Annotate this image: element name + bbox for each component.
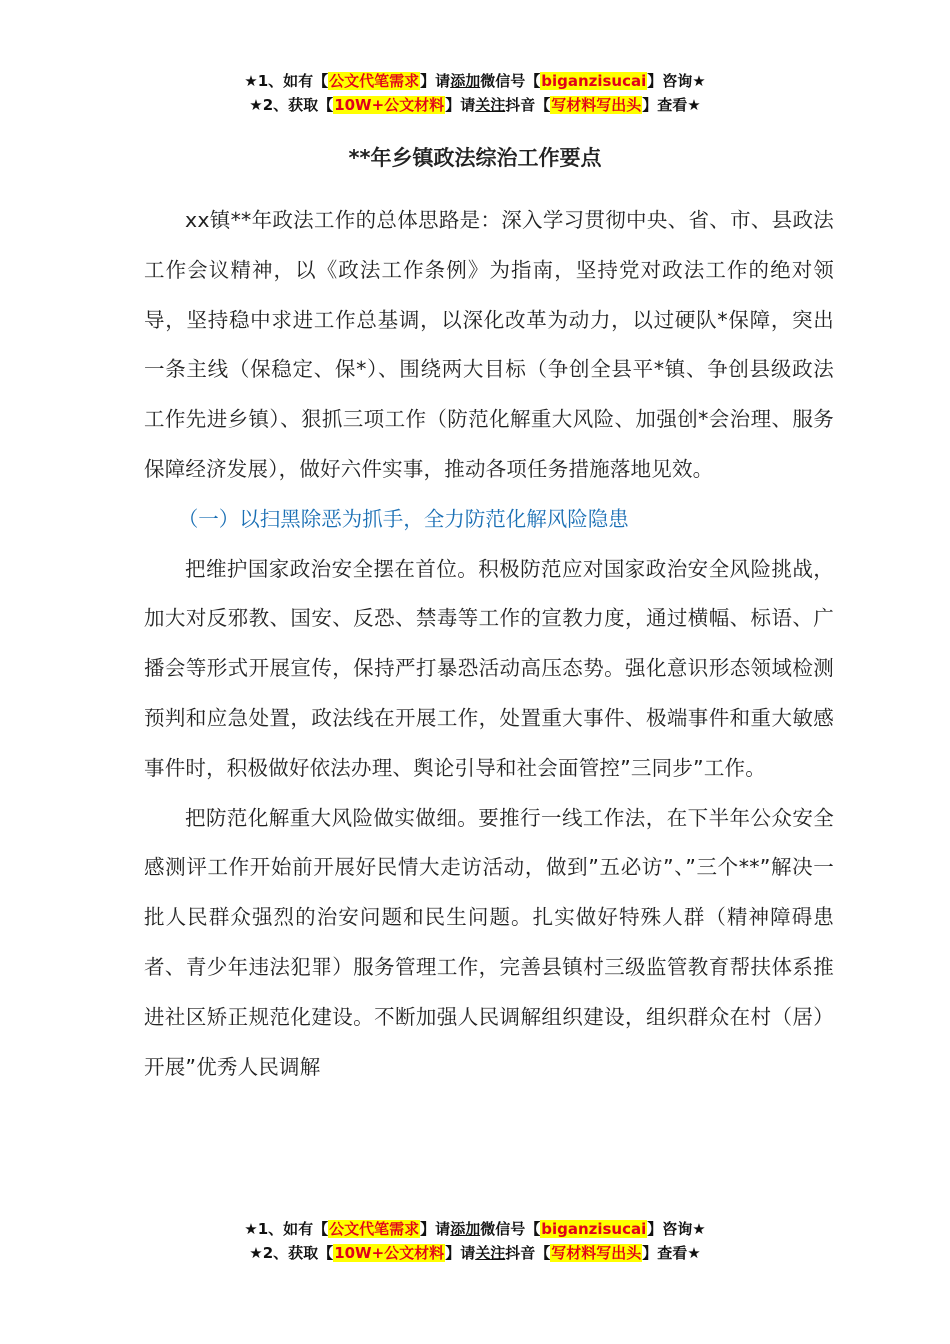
banner-highlight: 10W+公文材料 [334, 1244, 445, 1262]
banner-text: 微信号【 [480, 1220, 541, 1238]
banner-text: 】查看★ [642, 1244, 701, 1262]
banner-text: 】请 [445, 96, 476, 114]
header-banner [0, 69, 950, 117]
banner-line-1 [0, 1217, 950, 1241]
document-body [144, 196, 834, 1092]
paragraph: 把维护国家政治安全摆在首位。积极防范应对国家政治安全风险挑战，加大对反邪教、国安、反恐、禁毒等工作的宣教力度，通过横幅、标语、广播会等形式开展宣传，保持严打暴恐活动高压态势。强化意识形态领域检测预判和应急处置，政法线在开展工作，处置重大事件、极端事件和重大敏感事件时，积极做好依法办理、舆论引导和社会面管控”三同步”工作。 [144, 556, 834, 780]
banner-line-2 [0, 93, 950, 117]
banner-text: 】咨询★ [647, 1220, 706, 1238]
paragraph: 把防范化解重大风险做实做细。要推行一线工作法，在下半年公众安全感测评工作开始前开展好民情大走访活动，做到”五必访”、”三个**”解决一批人民群众强烈的治安问题和民生问题。扎实做好特殊人群（精神障碍患者、青少年违法犯罪）服务管理工作，完善县镇村三级监管教育帮扶体系推进社区矫正规范化建设。不断加强人民调解组织建设，组织群众在村（居）开展”优秀人民调解 [144, 805, 834, 1079]
banner-highlight: 10W+公文材料 [334, 96, 445, 114]
banner-underline: 添加 [450, 72, 481, 90]
banner-line-1 [0, 69, 950, 93]
banner-text: 】查看★ [642, 96, 701, 114]
banner-text: 抖音【 [505, 96, 551, 114]
banner-highlight: biganzisucai [541, 1220, 647, 1238]
banner-text: ★2、获取【 [249, 1244, 334, 1262]
banner-text: 】咨询★ [647, 72, 706, 90]
section-heading: （一）以扫黑除恶为抓手，全力防范化解风险隐患 [177, 506, 629, 531]
banner-text: 】请 [420, 1220, 451, 1238]
banner-highlight: 公文代笔需求 [329, 72, 420, 90]
banner-underline: 添加 [450, 1220, 481, 1238]
paragraph-intro: xx镇**年政法工作的总体思路是：深入学习贯彻中央、省、市、县政法工作会议精神，以《政法工作条例》为指南，坚持党对政法工作的绝对领导，坚持稳中求进工作总基调，以深化改革为动力，以过硬队*保障，突出一条主线（保稳定、保*）、围绕两大目标（争创全县平*镇、争创县级政法工作先进乡镇）、狠抓三项工作（防范化解重大风险、加强创*会治理、服务保障经济发展），做好六件实事，推动各项任务措施落地见效。 [144, 208, 834, 481]
banner-highlight: biganzisucai [541, 72, 647, 90]
banner-line-2 [0, 1241, 950, 1265]
banner-text: ★2、获取【 [249, 96, 334, 114]
banner-text: ★1、如有【 [244, 72, 329, 90]
banner-highlight: 写材料写出头 [551, 1244, 642, 1262]
banner-underline: 关注 [475, 96, 506, 114]
banner-text: 】请 [445, 1244, 476, 1262]
banner-highlight: 写材料写出头 [551, 96, 642, 114]
banner-text: ★1、如有【 [244, 1220, 329, 1238]
banner-text: 微信号【 [480, 72, 541, 90]
banner-text: 】请 [420, 72, 451, 90]
document-title: **年乡镇政法综治工作要点 [348, 146, 602, 170]
banner-underline: 关注 [475, 1244, 506, 1262]
banner-text: 抖音【 [505, 1244, 551, 1262]
footer-banner [0, 1217, 950, 1265]
banner-highlight: 公文代笔需求 [329, 1220, 420, 1238]
